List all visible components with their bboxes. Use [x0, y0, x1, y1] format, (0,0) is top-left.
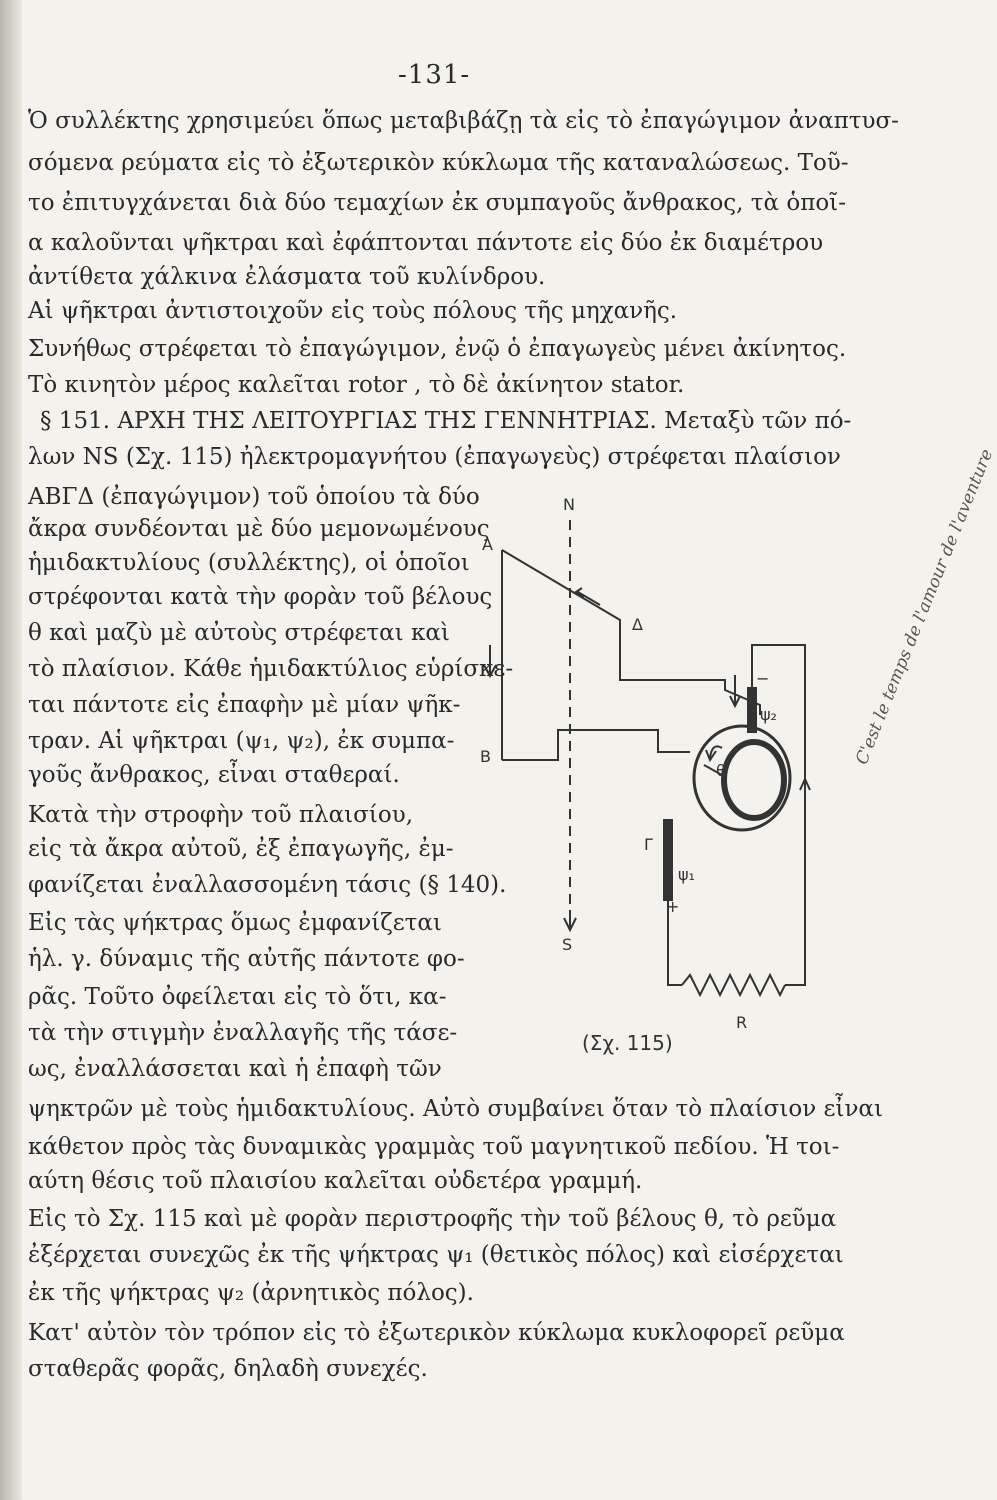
label-r: R [736, 1013, 748, 1032]
text-line: αύτη θέσις τοῦ πλαισίου καλεῖται οὐδετέρα γραμμή. [28, 1168, 643, 1194]
page-number: -131- [398, 60, 471, 90]
column-line: ται πάντοτε εἰς ἐπαφὴν μὲ μίαν ψῆκ- [28, 692, 461, 718]
column-line: τὸ πλαίσιον. Κάθε ἡμιδακτύλιος εὑρίσκε- [28, 656, 514, 682]
arrow-theta [706, 746, 722, 760]
arrow-ns-down [564, 910, 576, 930]
text-line: σταθερᾶς φορᾶς, δηλαδὴ συνεχές. [28, 1356, 428, 1382]
column-line: στρέφονται κατὰ τὴν φορὰν τοῦ βέλους [28, 584, 493, 610]
label-delta: Δ [632, 615, 643, 634]
label-plus: + [666, 897, 680, 916]
text-line: σόμενα ρεύματα εἰς τὸ ἐξωτερικὸν κύκλωμα τῆς καταναλώσεως. Τοῦ- [28, 150, 849, 176]
text-line: Εἰς τὸ Σχ. 115 καὶ μὲ φορὰν περιστροφῆς τὴν τοῦ βέλους θ, τὸ ρεῦμα [28, 1206, 837, 1232]
text-line: το ἐπιτυγχάνεται διὰ δύο τεμαχίων ἐκ συμπαγοῦς ἄνθρακος, τὰ ὁποῖ- [28, 190, 846, 216]
text-line: Συνήθως στρέφεται τὸ ἐπαγώγιμον, ἐνῷ ὁ ἐπαγωγεὺς μένει ἀκίνητος. [28, 336, 847, 362]
text-line: ἐξέρχεται συνεχῶς ἐκ τῆς ψήκτρας ψ₁ (θετικὸς πόλος) καὶ εἰσέρχεται [28, 1242, 844, 1268]
resistor-R [682, 975, 785, 995]
column-line: ρᾶς. Τοῦτο ὀφείλεται εἰς τὸ ὅτι, κα- [28, 984, 447, 1010]
margin-handwritten-note: C'est le temps de l'amour de l'aventure [852, 446, 997, 768]
brush-psi1 [664, 820, 672, 900]
column-line: ἡλ. γ. δύναμις τῆς αὐτῆς πάντοτε φο- [28, 946, 465, 972]
column-line: τὰ τὴν στιγμὴν ἐναλλαγῆς τῆς τάσε- [28, 1020, 458, 1046]
label-gamma: Γ [644, 835, 653, 854]
arrow-psi2-down [730, 675, 740, 706]
column-line: Κατὰ τὴν στροφὴν τοῦ πλαισίου, [28, 802, 414, 828]
brush-psi2 [748, 688, 756, 732]
generator-diagram [460, 480, 830, 1080]
text-line: λων NS (Σχ. 115) ἠλεκτρομαγνήτου (ἐπαγωγεὺς) στρέφεται πλαίσιον [28, 444, 841, 470]
label-n: N [563, 495, 575, 514]
label-theta: θ [716, 761, 726, 780]
page-edge-shadow [0, 0, 22, 1500]
arrow-right-up [800, 779, 810, 810]
text-line: ἐκ τῆς ψήκτρας ψ₂ (ἀρνητικὸς πόλος). [28, 1280, 474, 1306]
text-line: Τὸ κινητὸν μέρος καλεῖται rotor , τὸ δὲ ἀκίνητον stator. [28, 372, 685, 398]
text-line: ψηκτρῶν μὲ τοὺς ἡμιδακτυλίους. Αὐτὸ συμβαίνει ὅταν τὸ πλαίσιον εἶναι [28, 1096, 883, 1122]
text-line: ἀντίθετα χάλκινα ἐλάσματα τοῦ κυλίνδρου. [28, 264, 546, 290]
coil-frame [502, 550, 760, 715]
label-psi2: ψ₂ [760, 705, 777, 724]
text-line: Ὁ συλλέκτης χρησιμεύει ὅπως μεταβιβάζῃ τὰ εἰς τὸ ἐπαγώγιμον ἀναπτυσ- [28, 108, 899, 134]
text-line: α καλοῦνται ψῆκτραι καὶ ἐφάπτονται πάντοτε εἰς δύο ἐκ διαμέτρου [28, 230, 824, 256]
column-line: τραν. Αἱ ψῆκτραι (ψ₁, ψ₂), ἐκ συμπα- [28, 728, 455, 754]
text-line: Κατ' αὐτὸν τὸν τρόπον εἰς τὸ ἐξωτερικὸν κύκλωμα κυκλοφορεῖ ρεῦμα [28, 1320, 845, 1346]
label-psi1: ψ₁ [678, 865, 695, 884]
text-line: κάθετον πρὸς τὰς δυναμικὰς γραμμὰς τοῦ μαγνητικοῦ πεδίου. Ἡ τοι- [28, 1134, 840, 1160]
column-line: ἄκρα συνδέονται μὲ δύο μεμονωμένους [28, 516, 490, 542]
section-heading: § 151. ΑΡΧΗ ΤΗΣ ΛΕΙΤΟΥΡΓΙΑΣ ΤΗΣ ΓΕΝΝΗΤΡΙΑΣ. Μεταξὺ τῶν πό- [40, 408, 852, 434]
text-line: Αἱ ψῆκτραι ἀντιστοιχοῦν εἰς τοὺς πόλους τῆς μηχανῆς. [28, 298, 678, 324]
column-line: ἡμιδακτυλίους (συλλέκτης), οἱ ὁποῖοι [28, 550, 470, 576]
column-line: Εἰς τὰς ψήκτρας ὅμως ἐμφανίζεται [28, 910, 442, 936]
column-line: γοῦς ἄνθρακος, εἶναι σταθεραί. [28, 762, 400, 788]
label-b: B [480, 747, 491, 766]
column-line: εἰς τὰ ἄκρα αὐτοῦ, ἐξ ἐπαγωγῆς, ἐμ- [28, 836, 454, 862]
column-line: φανίζεται ἐναλλασσομένη τάσις (§ 140). [28, 872, 507, 898]
label-a: A [482, 535, 493, 554]
label-minus: − [756, 669, 770, 688]
commutator-inner [724, 742, 784, 818]
figure-caption: (Σχ. 115) [582, 1031, 673, 1055]
column-line: θ καὶ μαζὺ μὲ αὐτοὺς στρέφεται καὶ [28, 620, 450, 646]
frame-bottom [502, 730, 690, 760]
arrow-left-down [484, 645, 496, 676]
label-s: S [562, 935, 573, 954]
column-line: ΑΒΓΔ (ἐπαγώγιμον) τοῦ ὁποίου τὰ δύο [28, 484, 480, 510]
column-line: ως, ἐναλλάσσεται καὶ ἡ ἐπαφὴ τῶν [28, 1056, 442, 1082]
